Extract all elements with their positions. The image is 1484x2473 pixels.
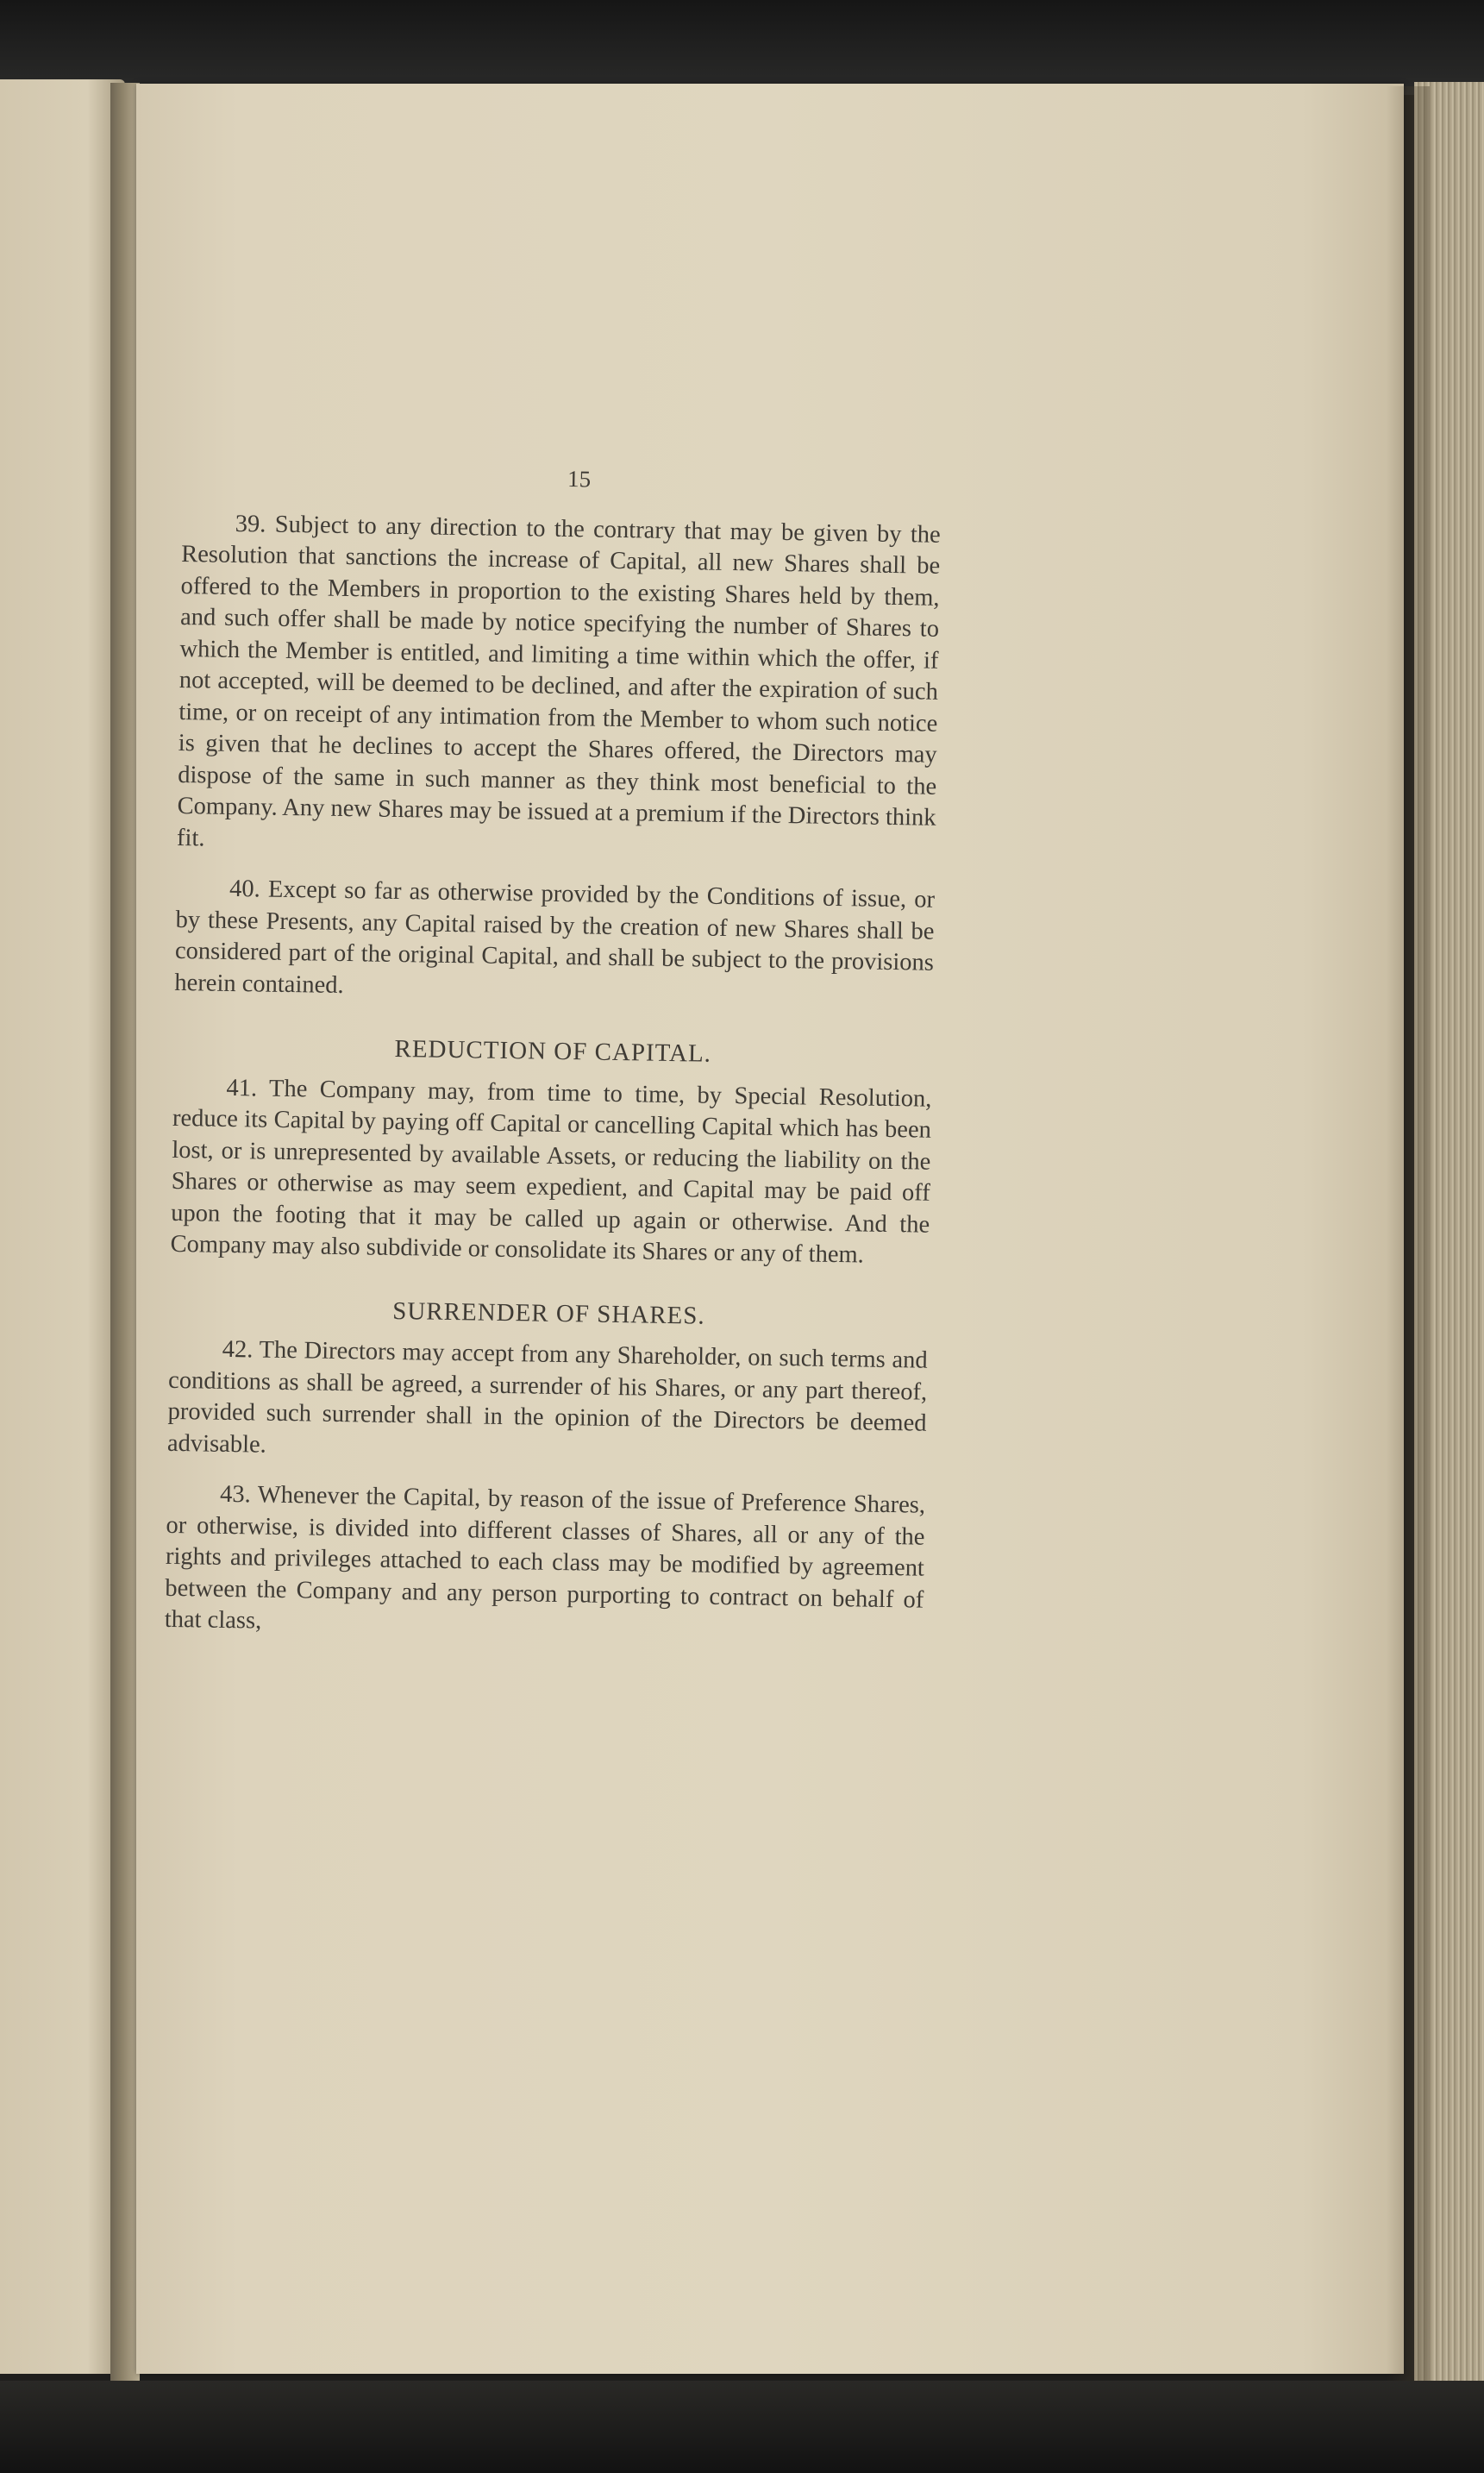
background-top	[0, 0, 1484, 95]
page-number: 15	[567, 466, 592, 493]
clause-39: 39. Subject to any direction to the contrary that may be given by the Resolution that sanctions the increase of Capital, all new Shares shall be offered to the Members in proportion to the existing Shares held by them, and such offer shall be made by notice specifying the number of Shares to which the Member is entitled, and limiting a time within which the offer, if not accepted, will be deemed to be declined, and after the expiration of such time, or on receipt of any intimation from the Member to whom such notice is given that he declines to accept the Shares offered, the Directors may dispose of the same in such manner as they think most beneficial to the Company. Any new Shares may be issued at a premium if the Directors think fit.	[176, 510, 941, 851]
book-gutter	[110, 83, 140, 2386]
page-edge-shadow	[1387, 86, 1430, 2381]
clause-43: 43. Whenever the Capital, by reason of the issue of Preference Shares, or otherwise, is divided into different classes of Shares, all or any of the rights and privileges attached to each class may be modified by agreement between the Company and any person purporting to contract on behalf of that class,	[164, 1480, 926, 1635]
page-text	[165, 457, 942, 1648]
background-bottom	[0, 2381, 1484, 2473]
clause-42: 42. The Directors may accept from any Shareholder, on such terms and conditions as shall be agreed, a surrender of his Shares, or any part thereof, provided such surrender shall in the opinion of the Directors be deemed advisable.	[166, 1335, 928, 1459]
clause-41: 41. The Company may, from time to time, by Special Resolution, reduce its Capital by paying off Capital or cancelling Capital which has been lost, or is unrepresented by available Assets, or reducing the liability on the Shares or otherwise as may seem expedient, and Capital may be paid off upon the footing that it may be called up again or otherwise. And the Company may also subdivide or consolidate its Shares or any of them.	[170, 1074, 932, 1269]
clause-40: 40. Except so far as otherwise provided by the Conditions of issue, or by these Presents, any Capital raised by the creation of new Shares shall be considered part of the original Capital, and shall be subject to the provisions herein contained.	[174, 875, 936, 999]
heading-reduction-of-capital: REDUCTION OF CAPITAL.	[394, 1034, 712, 1068]
facing-page-edge	[0, 79, 125, 2374]
heading-surrender-of-shares: SURRENDER OF SHARES.	[392, 1296, 705, 1330]
